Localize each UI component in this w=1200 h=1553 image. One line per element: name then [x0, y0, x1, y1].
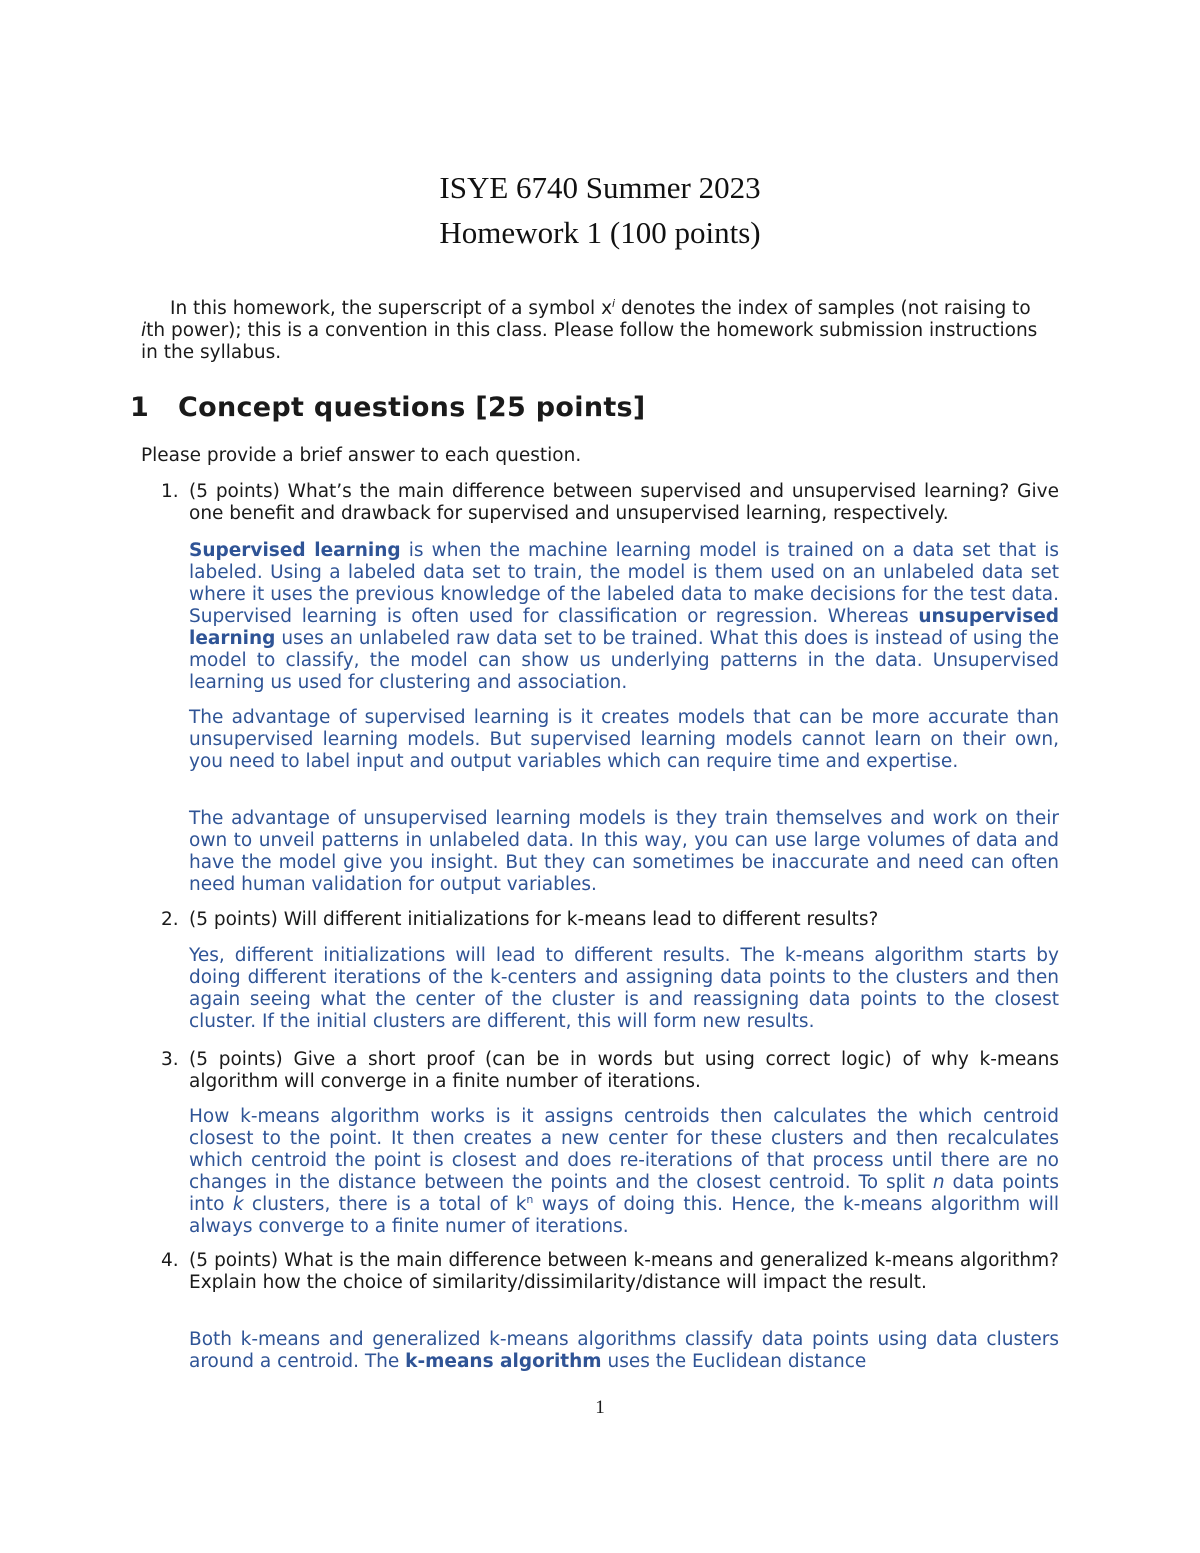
question-text: (5 points) What is the main difference between k-means and generalized k-means algorithm? Explain how the choice of similarity/dissimilarity/distance will impact the result. [189, 1250, 1059, 1293]
question-number: 2. [161, 909, 179, 930]
question-text: (5 points) What’s the main difference between supervised and unsupervised learning? Give one benefit and drawback for supervised and unsupervised learning, respectively. [189, 481, 1059, 524]
question-1 [161, 481, 1059, 525]
question-2 [161, 909, 1059, 931]
question-number: 1. [161, 481, 179, 502]
section-heading: 1 Concept questions [25 points] [130, 392, 646, 423]
question-number: 4. [161, 1250, 179, 1271]
document-subtitle: Homework 1 (100 points) [439, 215, 761, 250]
question-text: (5 points) Give a short proof (can be in words but using correct logic) of why k-means algorithm will converge in a finite number of iterations. [189, 1049, 1059, 1092]
intro-paragraph: In this homework, the superscript of a symbol $x^i$ denotes the index of samples (not raising to ith power); this is a convention in this class. Please follow the homework submission instructions in the syllabus. [141, 296, 1038, 363]
question-3 [161, 1049, 1059, 1093]
answer-2: Yes, different initializations will lead to different results. The k-means algorithm starts by doing different iterations of the k-centers and assigning data points to the clusters and then again seeing what the center of the cluster is and reassigning data points to the closest cluster. If the initial clusters are different, this will form new results. [189, 945, 1059, 1032]
document-title: ISYE 6740 Summer 2023 [439, 170, 761, 205]
answer-1-paragraph-2: The advantage of supervised learning is it creates models that can be more accurate than unsupervised learning models. But supervised learning models cannot learn on their own, you need to label input and output variables which can require time and expertise. [189, 707, 1059, 772]
answer-1-paragraph-3: The advantage of unsupervised learning models is they train themselves and work on their own to unveil patterns in unlabeled data. In this way, you can use large volumes of data and have the model give you insight. But they can sometimes be inaccurate and need can often need human validation for output variables. [189, 808, 1059, 895]
page-number: 1 [595, 1397, 605, 1418]
answer-4: Both k-means and generalized k-means algorithms classify data points using data clusters around a centroid. The k-means algorithm uses the Euclidean distance [189, 1329, 1059, 1372]
question-number: 3. [161, 1049, 179, 1070]
section-lead: Please provide a brief answer to each question. [141, 445, 582, 466]
question-4 [161, 1250, 1059, 1294]
question-text: (5 points) Will different initializations for k-means lead to different results? [189, 909, 879, 930]
answer-3: How k-means algorithm works is it assigns centroids then calculates the which centroid closest to the point. It then creates a new center for these clusters and then recalculates which centroid the point is closest and does re-iterations of that process until there are no changes in the distance between the points and the closest centroid. To split n data points into k clusters, there is a total of $k^n$ ways of doing this. Hence, the k-means algorithm will always converge to a finite numer of iterations. [189, 1106, 1059, 1237]
answer-1-paragraph-1: Supervised learning is when the machine learning model is trained on a data set that is labeled. Using a labeled data set to train, the model is them used on an unlabeled data set where it uses the previous knowledge of the labeled data to make decisions for the test data. Supervised learning is often used for classification or regression. Whereas unsupervised learning uses an unlabeled raw data set to be trained. What this does is instead of using the model to classify, the model can show us underlying patterns in the data. Unsupervised learning us used for clustering and association. [189, 540, 1059, 693]
